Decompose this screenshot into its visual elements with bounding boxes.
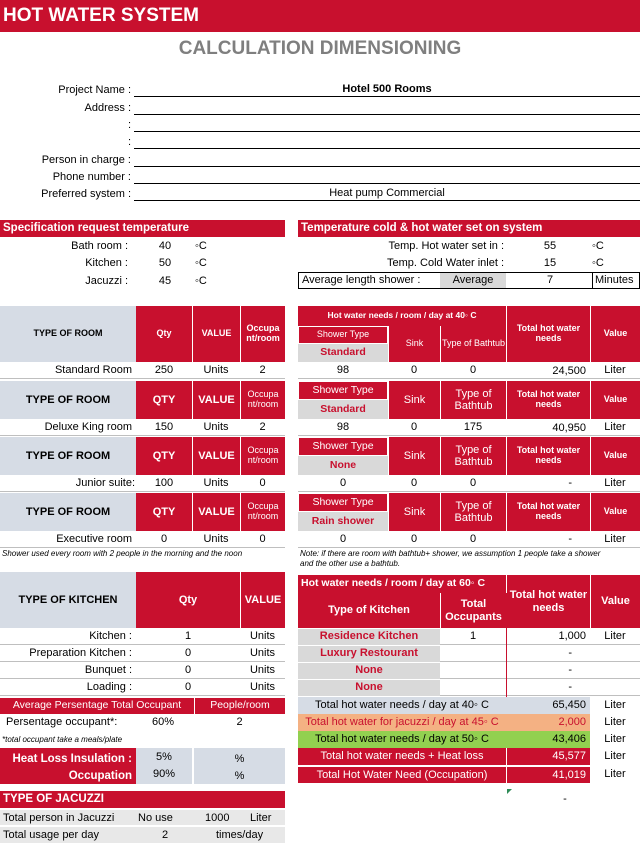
cold-water-inlet-label: Temp. Cold Water inlet : bbox=[387, 257, 504, 269]
label-person-in-charge: Person in charge : bbox=[41, 154, 131, 166]
room-2-shower-select[interactable]: Standard bbox=[298, 400, 388, 419]
kitchen-3-name: Bunquet : bbox=[84, 664, 132, 676]
room-needs-title: Hot water needs / room / day at 40◦ C bbox=[298, 306, 506, 326]
spec-kitchen-unit: ◦C bbox=[195, 257, 207, 269]
system-temp-title: Temperature cold & hot water set on system bbox=[298, 220, 640, 237]
room-3-sink: 0 bbox=[410, 477, 418, 489]
room-4-unit: Units bbox=[203, 533, 229, 545]
room-1-total: 24,500 bbox=[552, 365, 586, 377]
jacuzzi-use-select[interactable]: No use bbox=[138, 812, 173, 824]
room-3-qty[interactable]: 100 bbox=[154, 477, 174, 489]
shower-type-header-3: Shower Type bbox=[298, 437, 388, 456]
room-4-total: - bbox=[568, 533, 572, 545]
kitchen-need-3-select[interactable]: None bbox=[298, 663, 440, 679]
room-3-name-colon: : bbox=[132, 477, 136, 489]
label-address-3: : bbox=[127, 136, 131, 148]
room-4-bath: 0 bbox=[469, 533, 477, 545]
spec-kitchen-label: Kitchen : bbox=[85, 257, 128, 269]
phone-field[interactable] bbox=[134, 170, 640, 184]
sink-header-4: Sink bbox=[388, 493, 440, 531]
kitchen-need-2-total: - bbox=[568, 647, 572, 659]
occupation-value[interactable]: 90% bbox=[152, 768, 176, 780]
label-address-2: : bbox=[127, 119, 131, 131]
kitchen-need-3-total: - bbox=[568, 664, 572, 676]
shower-type-header: Shower Type bbox=[298, 326, 388, 344]
project-name-field[interactable]: Hotel 500 Rooms bbox=[134, 83, 640, 97]
preferred-system-field[interactable]: Heat pump Commercial bbox=[134, 187, 640, 201]
total-occupation-label: Total Hot Water Need (Occupation) bbox=[298, 766, 506, 783]
room-value-header: VALUE bbox=[192, 306, 240, 362]
insulation-value[interactable]: 5% bbox=[156, 751, 172, 763]
room-4-occupant[interactable]: 0 bbox=[259, 533, 266, 545]
room-note-left: Shower used every room with 2 people in the morning and the noon bbox=[2, 549, 243, 558]
kitchen-type-header: TYPE OF KITCHEN bbox=[0, 572, 136, 628]
kitchen-1-qty[interactable]: 1 bbox=[184, 630, 192, 642]
hot-water-set-label: Temp. Hot water set in : bbox=[388, 240, 504, 252]
spec-jacuzzi-value[interactable]: 45 bbox=[158, 275, 172, 287]
kitchen-needs-title: Hot water needs / room / day at 60◦ C bbox=[298, 575, 506, 593]
kitchen-need-1-val: Liter bbox=[604, 630, 626, 642]
total-heat-loss-unit: Liter bbox=[604, 750, 626, 762]
jacuzzi-usage-unit: times/day bbox=[216, 829, 264, 841]
spec-bath-value[interactable]: 40 bbox=[158, 240, 172, 252]
room-1-sink: 0 bbox=[410, 364, 418, 376]
hot-water-set-value[interactable]: 55 bbox=[543, 240, 557, 252]
jacuzzi-usage-value[interactable]: 2 bbox=[161, 829, 169, 841]
kitchen-2-qty[interactable]: 0 bbox=[184, 647, 192, 659]
room-2-qty[interactable]: 150 bbox=[154, 421, 174, 433]
room-value-header-2: VALUE bbox=[192, 381, 240, 419]
total-occupation-value: 41,019 bbox=[506, 766, 590, 783]
kitchen-footnote: *total occupant take a meals/plate bbox=[2, 735, 123, 744]
address-field[interactable] bbox=[134, 101, 640, 115]
people-room-value[interactable]: 2 bbox=[236, 716, 243, 728]
jacuzzi-liter-unit: Liter bbox=[250, 812, 272, 824]
total-needs-header-2: Total hot water needs bbox=[506, 381, 590, 419]
spec-jacuzzi-unit: ◦C bbox=[195, 275, 207, 287]
page-subtitle: CALCULATION DIMENSIONING bbox=[178, 38, 462, 59]
room-4-qty[interactable]: 0 bbox=[160, 533, 168, 545]
total-heat-loss-label: Total hot water needs + Heat loss bbox=[298, 748, 506, 765]
room-1-name: Standard Room bbox=[54, 364, 132, 376]
room-2-bath: 175 bbox=[463, 421, 483, 433]
total-jacuzzi-unit: Liter bbox=[604, 716, 626, 728]
total-50c-value: 43,406 bbox=[506, 731, 590, 748]
room-3-shower: 0 bbox=[339, 477, 347, 489]
jacuzzi-liter-value[interactable]: 1000 bbox=[205, 812, 230, 824]
room-1-value: Liter bbox=[604, 364, 626, 376]
hot-water-set-unit: ◦C bbox=[592, 240, 604, 252]
kitchen-qty-header: Qty bbox=[136, 572, 240, 628]
label-address: Address : bbox=[84, 102, 131, 114]
room-4-name: Executive room bbox=[56, 533, 132, 545]
kitchen-1-unit: Units bbox=[249, 630, 276, 642]
room-occupant-header: Occupa nt/room bbox=[240, 306, 285, 362]
jacuzzi-title: TYPE OF JACUZZI bbox=[0, 791, 285, 808]
room-3-shower-select[interactable]: None bbox=[298, 456, 388, 475]
insulation-unit: % bbox=[234, 753, 245, 765]
label-phone: Phone number : bbox=[52, 171, 131, 183]
kitchen-value-header-right: Value bbox=[590, 575, 640, 628]
room-qty-header: Qty bbox=[136, 306, 192, 362]
shower-type-header-4: Shower Type bbox=[298, 493, 388, 512]
sink-header: Sink bbox=[388, 326, 440, 362]
room-qty-header-2: QTY bbox=[136, 381, 192, 419]
spec-temp-title: Specification request temperature bbox=[0, 220, 285, 237]
value-header-3: Value bbox=[590, 437, 640, 475]
value-header: Value bbox=[590, 306, 640, 362]
kitchen-4-qty[interactable]: 0 bbox=[184, 681, 192, 693]
selected-cell-marker[interactable] bbox=[507, 789, 512, 794]
pct-occupant-value[interactable]: 60% bbox=[152, 716, 175, 728]
value-header-4: Value bbox=[590, 493, 640, 531]
room-4-value: Liter bbox=[604, 533, 626, 545]
kitchen-1-name: Kitchen : bbox=[89, 630, 132, 642]
total-heat-loss-value: 45,577 bbox=[506, 748, 590, 765]
room-occupant-header-2: Occupa nt/room bbox=[240, 381, 285, 419]
room-note-right: Note: if there are room with bathtub+ shower, we assumption 1 people take a shower and the other use a bathtub. bbox=[300, 549, 601, 568]
room-2-name: Deluxe King room bbox=[44, 421, 132, 433]
spec-bath-unit: ◦C bbox=[195, 240, 207, 252]
room-2-unit: Units bbox=[203, 421, 229, 433]
room-2-occupant[interactable]: 2 bbox=[259, 421, 266, 433]
room-value-header-4: VALUE bbox=[192, 493, 240, 531]
total-occupation-unit: Liter bbox=[604, 768, 626, 780]
kitchen-need-1-occ: 1 bbox=[469, 630, 477, 642]
total-jacuzzi-label: Total hot water for jacuzzi / day at 45◦ C bbox=[298, 714, 506, 731]
kitchen-value-header: VALUE bbox=[240, 572, 285, 628]
total-needs-header-3: Total hot water needs bbox=[506, 437, 590, 475]
total-40c-label: Total hot water needs / day at 40◦ C bbox=[298, 697, 506, 714]
room-3-unit: Units bbox=[203, 477, 229, 489]
total-jacuzzi-value: 2,000 bbox=[506, 714, 590, 731]
kitchen-2-unit: Units bbox=[249, 647, 276, 659]
occupation-label: Occupation bbox=[68, 770, 132, 782]
person-in-charge-field[interactable] bbox=[134, 153, 640, 167]
room-2-value: Liter bbox=[604, 421, 626, 433]
room-qty-header-4: QTY bbox=[136, 493, 192, 531]
total-50c-unit: Liter bbox=[604, 733, 626, 745]
total-50c-label: Total hot water needs / day at 50◦ C bbox=[298, 731, 506, 748]
kitchen-3-unit: Units bbox=[249, 664, 276, 676]
avg-occupant-header: Average Persentage Total Occupant bbox=[0, 698, 194, 714]
kitchen-3-qty[interactable]: 0 bbox=[184, 664, 192, 676]
total-needs-header-4: Total hot water needs bbox=[506, 493, 590, 531]
label-preferred-system: Preferred system : bbox=[41, 188, 131, 200]
kitchen-need-2-select[interactable]: Luxury Restourant bbox=[298, 646, 440, 662]
room-value-header-3: VALUE bbox=[192, 437, 240, 475]
spec-bath-label: Bath room : bbox=[71, 240, 128, 252]
room-1-shower-select[interactable]: Standard bbox=[298, 344, 388, 362]
kitchen-need-1-total: 1,000 bbox=[558, 630, 586, 642]
room-2-shower: 98 bbox=[336, 421, 350, 433]
bathtub-header-4: Type of Bathtub bbox=[440, 493, 506, 531]
address-field-2[interactable] bbox=[134, 118, 640, 132]
shower-length-unit: Minutes bbox=[592, 272, 640, 289]
total-40c-unit: Liter bbox=[604, 699, 626, 711]
room-occupant-header-4: Occupa nt/room bbox=[240, 493, 285, 531]
shower-type-header-2: Shower Type bbox=[298, 381, 388, 400]
shower-length-label: Average length shower : bbox=[302, 274, 421, 286]
kitchen-total-header: Total hot water needs bbox=[506, 575, 590, 628]
address-field-3[interactable] bbox=[134, 135, 640, 149]
room-4-sink: 0 bbox=[410, 533, 418, 545]
room-type-header-3: TYPE OF ROOM bbox=[0, 437, 136, 475]
spec-jacuzzi-label: Jacuzzi : bbox=[85, 275, 128, 287]
room-1-unit: Units bbox=[203, 364, 229, 376]
header-bar: HOT WATER SYSTEM bbox=[0, 0, 640, 32]
sink-header-2: Sink bbox=[388, 381, 440, 419]
kitchen-type-col-header: Type of Kitchen bbox=[298, 593, 440, 628]
shower-type-select[interactable]: Average bbox=[440, 273, 506, 288]
bathtub-header-3: Type of Bathtub bbox=[440, 437, 506, 475]
room-4-shower-select[interactable]: Rain shower bbox=[298, 512, 388, 531]
room-type-header: TYPE OF ROOM bbox=[0, 306, 136, 362]
bathtub-header-2: Type of Bathtub bbox=[440, 381, 506, 419]
bathtub-header: Type of Bathtub bbox=[440, 326, 506, 362]
room-2-total: 40,950 bbox=[552, 422, 586, 434]
jacuzzi-person-label: Total person in Jacuzzi bbox=[3, 812, 115, 824]
vertical-divider bbox=[506, 593, 507, 697]
kitchen-need-1-select[interactable]: Residence Kitchen bbox=[298, 629, 440, 645]
room-3-bath: 0 bbox=[469, 477, 477, 489]
kitchen-2-name: Preparation Kitchen : bbox=[29, 647, 132, 659]
label-project-name: Project Name : bbox=[58, 84, 131, 96]
heat-loss-label: Heat Loss Insulation : bbox=[12, 753, 132, 765]
room-1-qty[interactable]: 250 bbox=[154, 364, 174, 376]
total-40c-value: 65,450 bbox=[506, 697, 590, 714]
total-needs-header: Total hot water needs bbox=[506, 306, 590, 362]
kitchen-occupants-header: Total Occupants bbox=[440, 593, 506, 628]
kitchen-need-4-select[interactable]: None bbox=[298, 680, 440, 696]
room-4-shower: 0 bbox=[339, 533, 347, 545]
room-qty-header-3: QTY bbox=[136, 437, 192, 475]
cold-water-inlet-value[interactable]: 15 bbox=[543, 257, 557, 269]
spec-kitchen-value[interactable]: 50 bbox=[158, 257, 172, 269]
pct-occupant-label: Persentage occupant*: bbox=[6, 716, 118, 728]
room-3-total: - bbox=[568, 477, 572, 489]
room-3-value: Liter bbox=[604, 477, 626, 489]
people-room-header: People/room bbox=[194, 698, 285, 714]
room-1-shower: 98 bbox=[336, 364, 350, 376]
cold-water-inlet-unit: ◦C bbox=[592, 257, 604, 269]
room-2-sink: 0 bbox=[410, 421, 418, 433]
kitchen-4-unit: Units bbox=[249, 681, 276, 693]
sink-header-3: Sink bbox=[388, 437, 440, 475]
room-type-header-2: TYPE OF ROOM bbox=[0, 381, 136, 419]
kitchen-need-4-total: - bbox=[568, 681, 572, 693]
room-1-occupant[interactable]: 2 bbox=[259, 364, 266, 376]
value-header-2: Value bbox=[590, 381, 640, 419]
room-3-name: Junior suite bbox=[75, 477, 132, 489]
shower-length-value[interactable]: 7 bbox=[546, 274, 554, 286]
room-type-header-4: TYPE OF ROOM bbox=[0, 493, 136, 531]
room-3-occupant[interactable]: 0 bbox=[259, 477, 266, 489]
trailing-dash: - bbox=[563, 793, 567, 805]
occupation-unit: % bbox=[234, 770, 245, 782]
jacuzzi-usage-label: Total usage per day bbox=[3, 829, 100, 841]
kitchen-4-name: Loading : bbox=[86, 681, 132, 693]
room-1-bath: 0 bbox=[469, 364, 477, 376]
room-occupant-header-3: Occupa nt/room bbox=[240, 437, 285, 475]
